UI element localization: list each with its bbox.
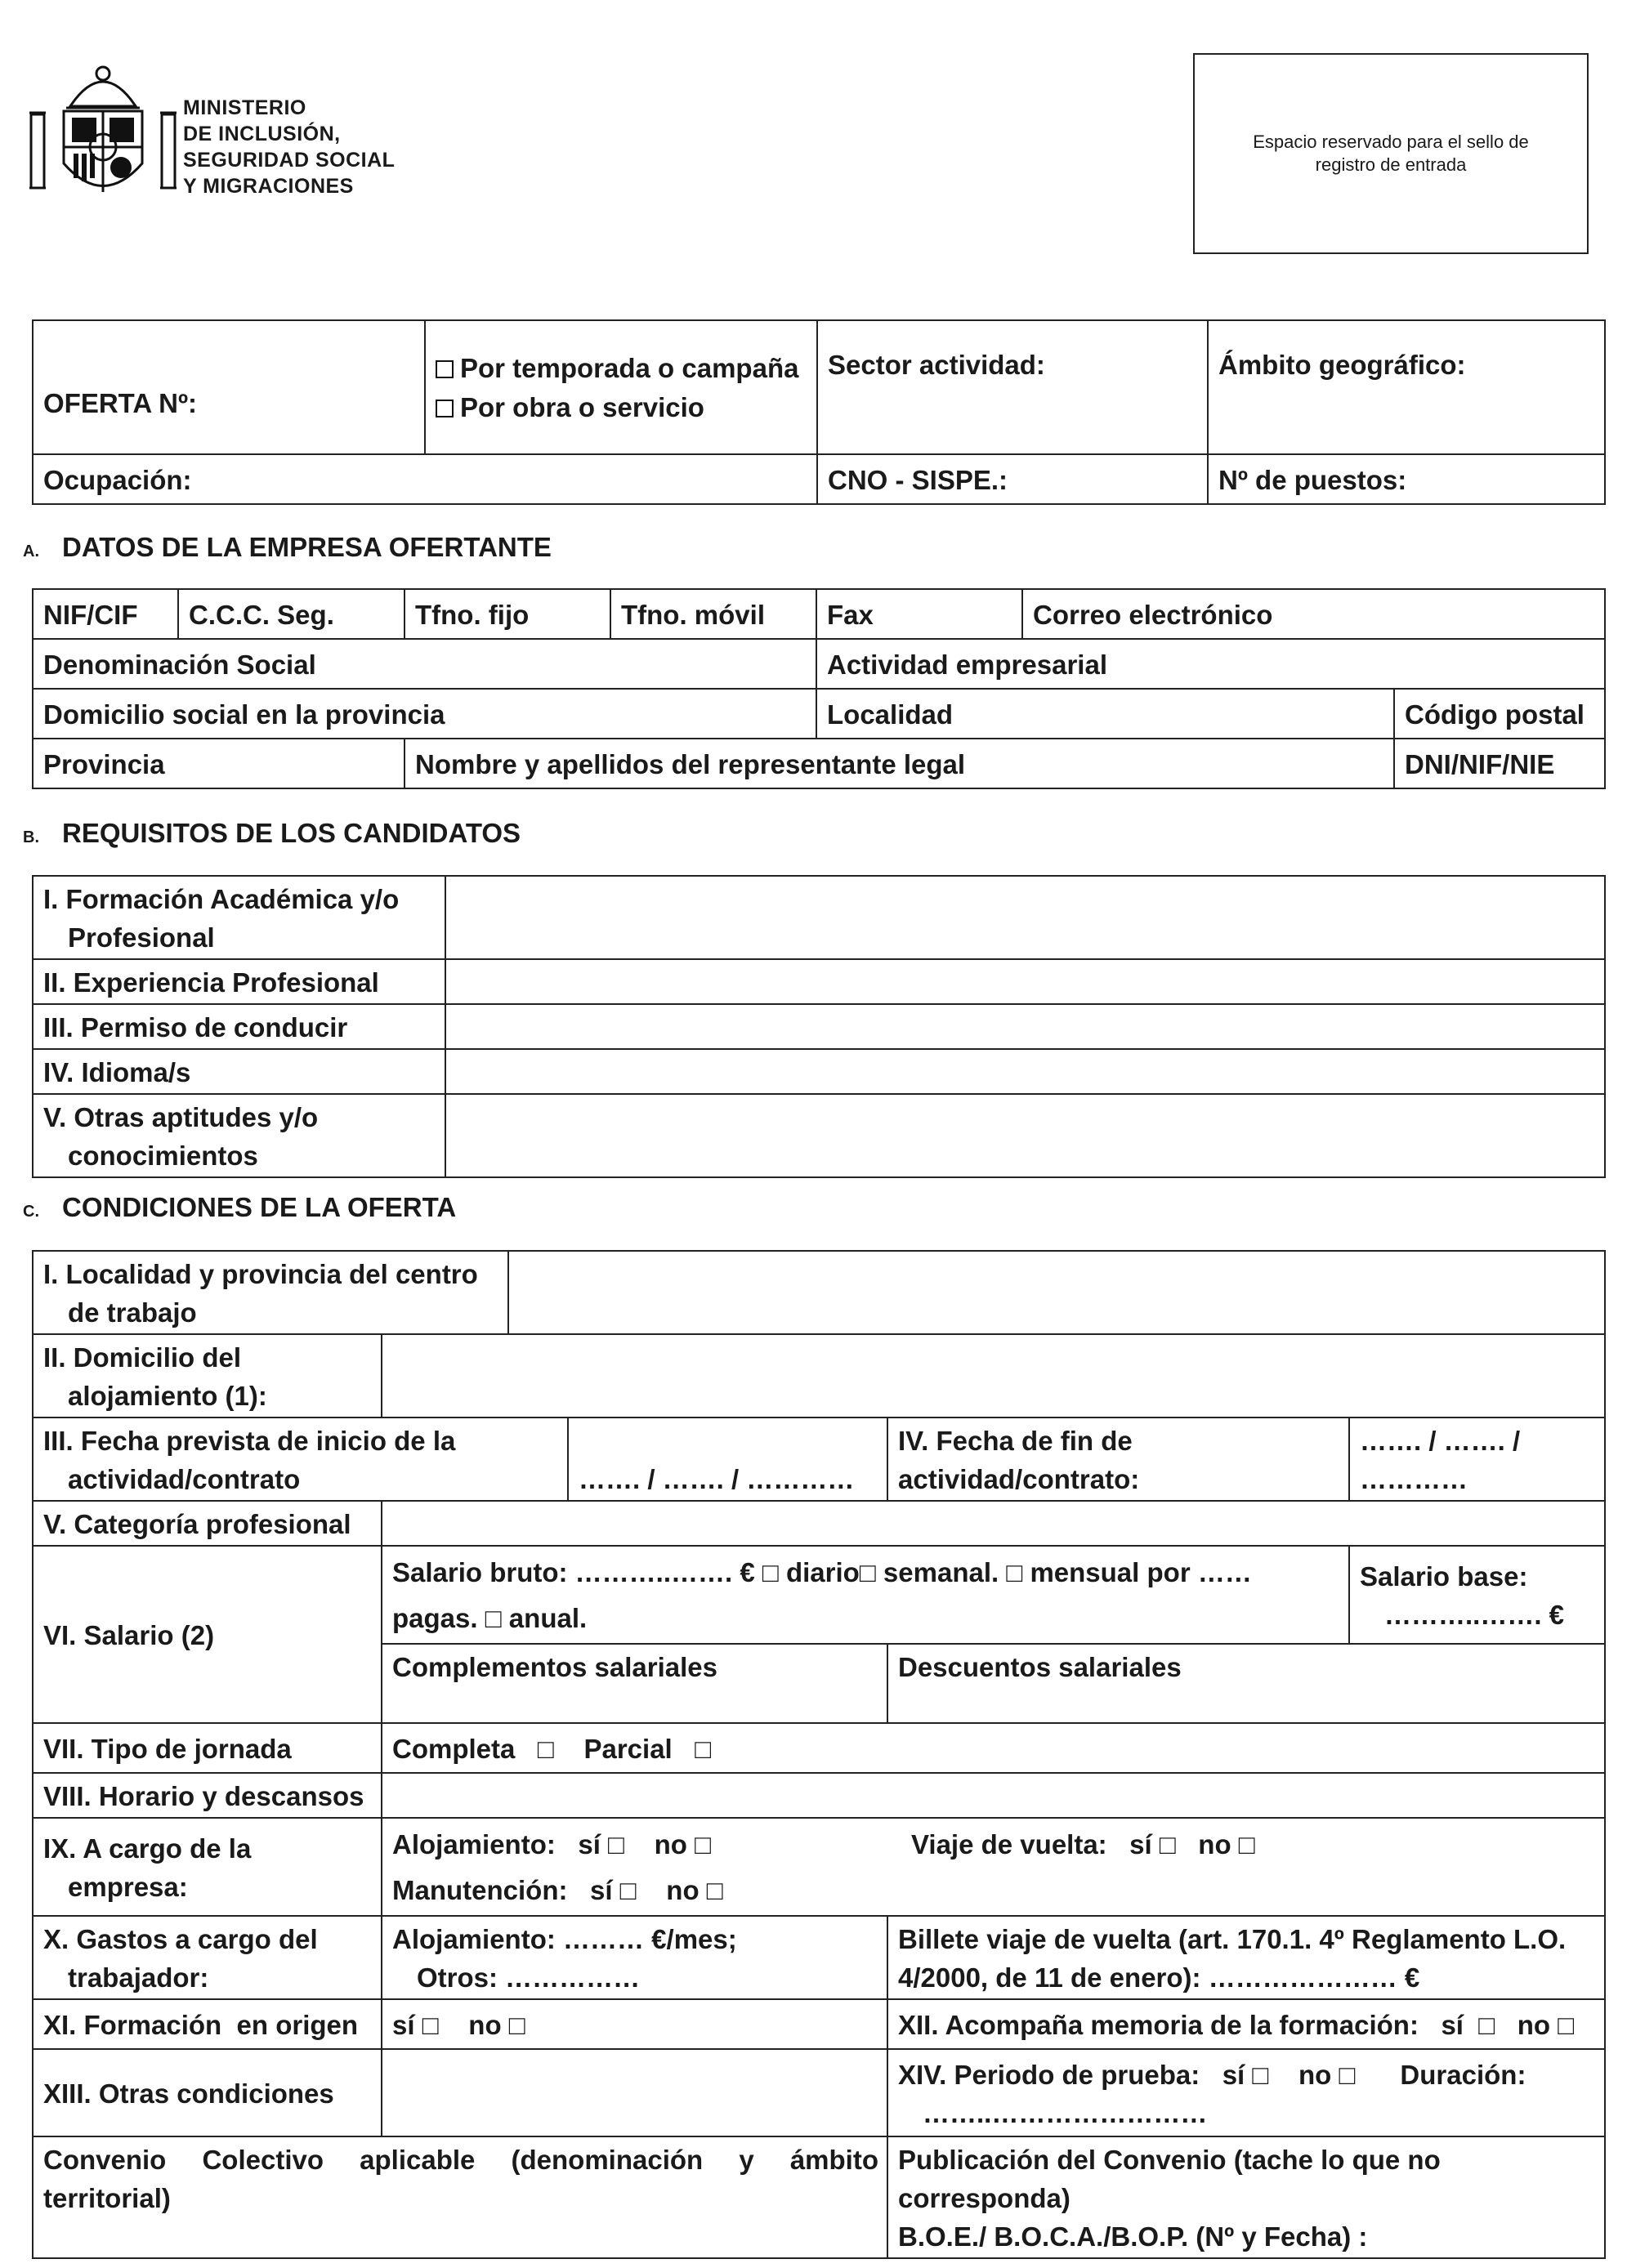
agreement-label: Convenio Colectivo aplicable (denominación y ámbito territorial) — [43, 2145, 887, 2213]
start-date-label-cell — [33, 1418, 568, 1501]
trial-period-label[interactable]: XIV. Periodo de prueba: sí □ no □ Duración: — [898, 2059, 1526, 2090]
sector-field[interactable] — [817, 320, 1208, 454]
row-label: III. Permiso de conducir — [43, 1012, 348, 1042]
locality-field[interactable] — [816, 689, 1394, 739]
workday-options[interactable] — [382, 1723, 1605, 1773]
dni-field[interactable] — [1394, 739, 1605, 788]
scope-label: Ámbito geográfico: — [1218, 350, 1466, 380]
ccc-label: C.C.C. Seg. — [189, 600, 334, 630]
languages-label-cell — [33, 1049, 445, 1094]
academic-training-field[interactable] — [445, 876, 1605, 959]
other-conditions-field[interactable] — [382, 2049, 887, 2136]
employer-paid-label-cell — [33, 1818, 382, 1916]
row-label: XI. Formación en origen — [43, 2010, 359, 2040]
row-label: III. Fecha prevista de inicio de la — [43, 1426, 456, 1456]
offer-number-label: OFERTA Nº: — [43, 387, 198, 418]
occupation-field[interactable] — [33, 454, 817, 504]
training-report-yes-no[interactable]: XII. Acompaña memoria de la formación: sí □ no □ — [898, 2010, 1575, 2040]
driving-license-field[interactable] — [445, 1004, 1605, 1049]
fax-label: Fax — [827, 600, 874, 630]
workplace-label-cell — [33, 1251, 508, 1334]
row-label: II. Experiencia Profesional — [43, 967, 379, 998]
row-label-cont: Profesional — [68, 922, 215, 953]
section-title: DATOS DE LA EMPRESA OFERTANTE — [62, 532, 552, 562]
row-label: I. Formación Académica y/o — [43, 884, 400, 914]
other-skills-label-cell — [33, 1094, 445, 1177]
legal-rep-label: Nombre y apellidos del representante legal — [415, 749, 966, 779]
others-cost-label: Otros: …………… — [417, 1962, 641, 1993]
schedule-field[interactable] — [382, 1773, 1605, 1818]
meals-yes-no[interactable]: Manutención: sí □ no □ — [392, 1875, 723, 1905]
publication-label-cont: B.O.E./ B.O.C.A./B.O.P. (Nº y Fecha) : — [898, 2221, 1368, 2252]
company-table — [32, 588, 1606, 789]
lodging-cost-label: Alojamiento: ……… €/mes; — [392, 1924, 737, 1954]
province-field[interactable] — [33, 739, 405, 788]
training-origin-label-cell — [33, 1999, 382, 2049]
gross-salary-field[interactable] — [382, 1546, 1349, 1644]
row-label-cont: trabajador: — [68, 1962, 209, 1993]
employer-paid-options[interactable] — [382, 1818, 1605, 1916]
coat-of-arms-logo — [29, 57, 177, 203]
category-label-cell — [33, 1501, 382, 1546]
row-label: VI. Salario (2) — [43, 1620, 215, 1650]
end-date-label-cell — [887, 1418, 1349, 1501]
row-label-cont: actividad/contrato — [68, 1464, 301, 1494]
trial-duration-blank: ……..…………………… — [923, 2097, 1208, 2128]
conditions-table — [32, 1250, 1606, 2259]
company-name-field[interactable] — [33, 639, 816, 689]
ticket-label: Billete viaje de vuelta (art. 170.1. 4º Reglamento L.O. — [898, 1924, 1567, 1954]
date-blank: ……. / ……. / ………… — [1360, 1426, 1521, 1494]
nif-label: NIF/CIF — [43, 600, 138, 630]
training-origin-options[interactable] — [382, 1999, 887, 2049]
nif-field[interactable] — [33, 589, 178, 639]
work-checkbox[interactable] — [436, 400, 454, 417]
base-salary-field[interactable] — [1349, 1546, 1605, 1644]
section-b-heading — [23, 817, 521, 854]
row-label-cont: empresa: — [68, 1872, 188, 1902]
date-blank: ……. / ……. / ………… — [579, 1464, 855, 1494]
schedule-label-cell — [33, 1773, 382, 1818]
workplace-field[interactable] — [508, 1251, 1605, 1334]
lodging-address-label-cell — [33, 1334, 382, 1418]
offer-type-options — [425, 320, 817, 454]
gross-salary-line: Salario bruto: ………..……. € □ diario□ semanal. □ mensual por …… — [392, 1557, 1252, 1587]
experience-label-cell — [33, 959, 445, 1004]
section-letter: C. — [23, 1203, 39, 1221]
ticket-label-cont: 4/2000, de 11 de enero): ………………… € — [898, 1962, 1420, 1993]
other-skills-field[interactable] — [445, 1094, 1605, 1177]
section-letter: A. — [23, 542, 39, 560]
row-label: II. Domicilio del — [43, 1342, 242, 1373]
ministry-line: DE INCLUSIÓN, — [183, 123, 341, 145]
gross-salary-line: pagas. □ anual. — [392, 1603, 588, 1633]
cno-label: CNO - SISPE.: — [828, 465, 1008, 495]
row-label: IX. A cargo de la — [43, 1833, 252, 1864]
section-title: REQUISITOS DE LOS CANDIDATOS — [62, 818, 521, 848]
complements-field[interactable] — [382, 1644, 887, 1723]
stamp-box-label: Espacio reservado para el sello de registro de entrada — [1253, 132, 1529, 175]
season-option-label: Por temporada o campaña — [460, 353, 799, 383]
row-label: VIII. Horario y descansos — [43, 1781, 364, 1811]
ministry-name — [183, 95, 395, 199]
base-salary-label: Salario base: — [1360, 1561, 1528, 1592]
ministry-line: SEGURIDAD SOCIAL — [183, 149, 396, 172]
training-report-options[interactable] — [887, 1999, 1605, 2049]
row-label-cont: actividad/contrato: — [898, 1464, 1140, 1494]
occupation-label: Ocupación: — [43, 465, 192, 495]
phone-field[interactable] — [405, 589, 610, 639]
offer-number-field[interactable] — [33, 320, 425, 454]
trial-period-field[interactable] — [887, 2049, 1605, 2136]
requirements-table — [32, 875, 1606, 1178]
workday-checkboxes[interactable]: Completa □ Parcial □ — [392, 1734, 712, 1764]
section-letter: B. — [23, 828, 39, 846]
row-label-cont: conocimientos — [68, 1141, 258, 1171]
deductions-field[interactable] — [887, 1644, 1605, 1723]
collective-agreement-field[interactable] — [33, 2136, 887, 2258]
return-ticket-field[interactable] — [887, 1916, 1605, 1999]
offer-table — [32, 319, 1606, 505]
row-label: IV. Idioma/s — [43, 1057, 191, 1087]
address-label: Domicilio social en la provincia — [43, 699, 445, 730]
academic-training-label-cell — [33, 876, 445, 959]
registry-stamp-box — [1193, 53, 1589, 254]
province-label: Provincia — [43, 749, 165, 779]
work-option-label: Por obra o servicio — [460, 392, 704, 422]
postal-code-field[interactable] — [1394, 689, 1605, 739]
deductions-label: Descuentos salariales — [898, 1652, 1182, 1682]
row-label: X. Gastos a cargo del — [43, 1924, 318, 1954]
cno-field[interactable] — [817, 454, 1208, 504]
section-title: CONDICIONES DE LA OFERTA — [62, 1192, 457, 1222]
legal-rep-field[interactable] — [405, 739, 1394, 788]
mobile-field[interactable] — [610, 589, 816, 639]
complements-label: Complementos salariales — [392, 1652, 717, 1682]
sector-label: Sector actividad: — [828, 350, 1045, 380]
agreement-publication-field[interactable] — [887, 2136, 1605, 2258]
salary-label-cell — [33, 1546, 382, 1723]
section-c-heading — [23, 1191, 456, 1228]
driving-license-label-cell — [33, 1004, 445, 1049]
row-label: V. Categoría profesional — [43, 1509, 351, 1539]
work-option[interactable] — [436, 388, 808, 427]
row-label: I. Localidad y provincia del centro — [43, 1259, 478, 1289]
section-a-heading — [23, 531, 552, 568]
business-activity-label: Actividad empresarial — [827, 650, 1107, 680]
fax-field[interactable] — [816, 589, 1022, 639]
email-field[interactable] — [1022, 589, 1605, 639]
worker-costs-label-cell — [33, 1916, 382, 1999]
season-option[interactable] — [436, 349, 808, 388]
experience-field[interactable] — [445, 959, 1605, 1004]
phone-label: Tfno. fijo — [415, 600, 530, 630]
address-field[interactable] — [33, 689, 816, 739]
workday-label-cell — [33, 1723, 382, 1773]
row-label: VII. Tipo de jornada — [43, 1734, 292, 1764]
locality-label: Localidad — [827, 699, 954, 730]
ministry-line: Y MIGRACIONES — [183, 175, 354, 198]
email-label: Correo electrónico — [1033, 600, 1273, 630]
base-salary-blank: ………..……. € — [1384, 1600, 1565, 1630]
positions-field[interactable] — [1208, 454, 1605, 504]
scope-field[interactable] — [1208, 320, 1605, 454]
season-checkbox[interactable] — [436, 360, 454, 378]
lodging-yes-no[interactable]: Alojamiento: sí □ no □ — [392, 1829, 712, 1859]
publication-label: Publicación del Convenio (tache lo que no corresponda) — [898, 2145, 1441, 2213]
lodging-address-field[interactable] — [382, 1334, 1605, 1418]
start-date-field[interactable] — [568, 1418, 887, 1501]
mobile-label: Tfno. móvil — [621, 600, 765, 630]
row-label: XIII. Otras condiciones — [43, 2078, 334, 2109]
return-trip-yes-no[interactable]: Viaje de vuelta: sí □ no □ — [911, 1829, 1255, 1859]
languages-field[interactable] — [445, 1049, 1605, 1094]
postal-code-label: Código postal — [1405, 699, 1585, 730]
ccc-field[interactable] — [178, 589, 405, 639]
worker-lodging-cost-field[interactable] — [382, 1916, 887, 1999]
other-conditions-label-cell — [33, 2049, 382, 2136]
category-field[interactable] — [382, 1501, 1605, 1546]
row-label-cont: alojamiento (1): — [68, 1381, 267, 1411]
row-label: V. Otras aptitudes y/o — [43, 1102, 319, 1132]
training-yes-no[interactable]: sí □ no □ — [392, 2010, 525, 2040]
dni-label: DNI/NIF/NIE — [1405, 749, 1555, 779]
company-name-label: Denominación Social — [43, 650, 316, 680]
positions-label: Nº de puestos: — [1218, 465, 1407, 495]
row-label: IV. Fecha de fin de — [898, 1426, 1133, 1456]
row-label-cont: de trabajo — [68, 1297, 197, 1328]
end-date-field[interactable] — [1349, 1418, 1605, 1501]
ministry-line: MINISTERIO — [183, 96, 306, 119]
business-activity-field[interactable] — [816, 639, 1605, 689]
